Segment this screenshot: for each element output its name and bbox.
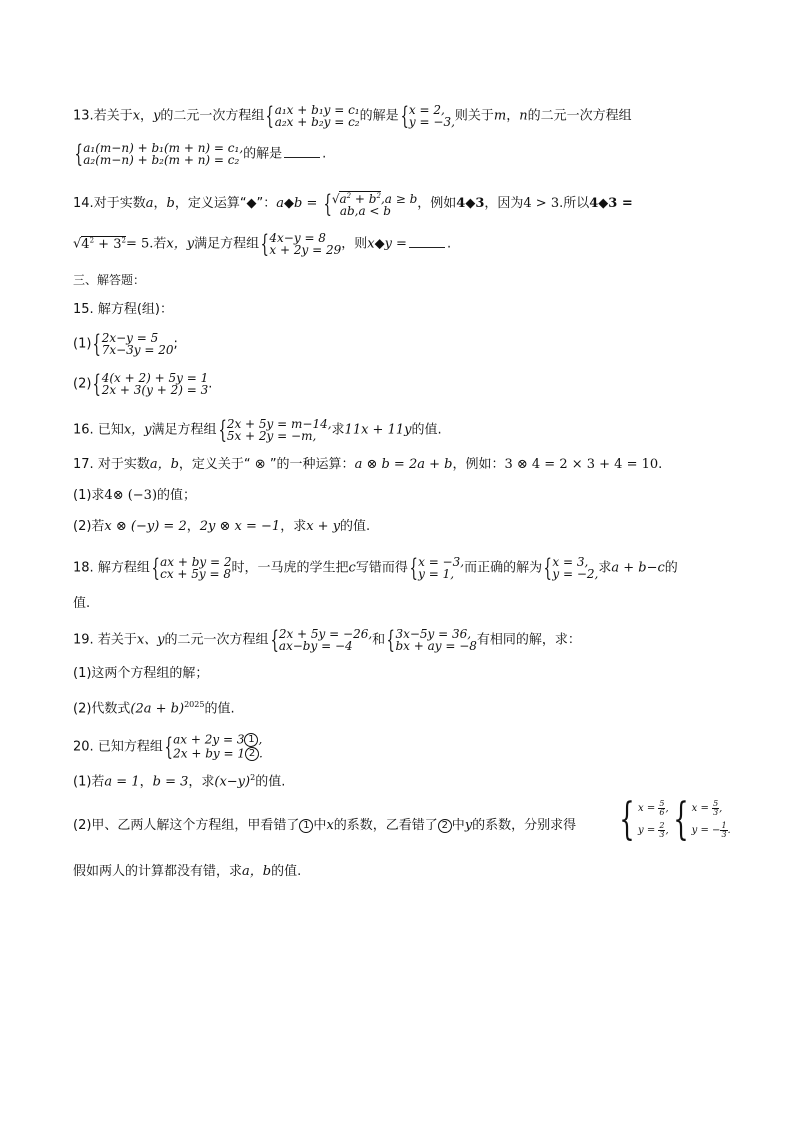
q15-part1: (1) { 2x−y = 5 7x−3y = 20 ; (73, 330, 178, 358)
answer-blank[interactable] (409, 237, 445, 248)
circled-one-icon: 1 (299, 819, 313, 833)
q19-system2: { 3x−5y = 36, bx + ay = −8 (386, 626, 477, 654)
q14-line2: $√4^2 + 3^2= 5$.若x，y满足方程组 { 4x−y = 8 x + 2y = 29 ，则x◆y = . (73, 230, 452, 258)
circled-two-icon: 2 (438, 819, 452, 833)
q14-line1: 14.对于实数a，b，定义运算“◆”：a◆b = { $√a^2 + b^2,a \ge b$ ab,a < b ，例如4◆3，因为4 > 3.所以4◆3 = (73, 189, 633, 218)
q15-system2: { 4(x + 2) + 5y = 1 2x + 3(y + 2) = 3 (92, 370, 209, 398)
q15-part2: (2) { 4(x + 2) + 5y = 1 2x + 3(y + 2) = 3 . (73, 370, 213, 398)
q16-system: { 2x + 5y = m−14, 5x + 2y = −m, (217, 416, 332, 444)
q18-system: { ax + by = 2 cx + 5y = 8 (151, 554, 232, 582)
q15-title: 15. 解方程(组)： (73, 302, 173, 317)
q18-right-solution: { x = 3, y = −2, (543, 554, 599, 582)
q13-system1: { a₁x + b₁y = c₁ a₂x + b₂y = c₂ (265, 102, 360, 130)
q20-system: { ax + 2y = 3 1 , 2x + by = 1 2 . (164, 732, 263, 761)
answer-blank[interactable] (284, 147, 320, 158)
q13-line2: { a₁(m−n) + b₁(m + n) = c₁, a₂(m−n) + b₂(m + n) = c₂ 的解是 . (74, 140, 327, 168)
q13-line1: 13.若关于x，y的二元一次方程组 { a₁x + b₁y = c₁ a₂x + b₂y = c₂ 的解是 { x = 2, y = −3, 则关于m，n的二元一次方程组 (73, 102, 632, 130)
circled-one-icon: 1 (244, 733, 258, 747)
q13-system2: { a₁(m−n) + b₁(m + n) = c₁, a₂(m−n) + b₂(m + n) = c₂ (74, 140, 244, 168)
circled-two-icon: 2 (245, 747, 259, 761)
q16-line: 16. 已知x，y满足方程组 { 2x + 5y = m−14, 5x + 2y = −m, 求11x + 11y的值. (73, 416, 442, 444)
q20-part1: (1)若a = 1，b = 3，求$(x-y)^2$的值. (73, 773, 286, 790)
q20-last-line: 假如两人的计算都没有错，求a，b的值. (73, 864, 302, 879)
q14-piecewise: { $√a^2 + b^2,a \ge b$ ab,a < b (322, 189, 418, 218)
q14-number: 14. (73, 196, 94, 211)
q14-system: { 4x−y = 8 x + 2y = 29 (260, 230, 342, 258)
q14-sqrt-example: $√4^2 + 3^2$ (73, 236, 126, 252)
q18-line2: 值. (73, 596, 91, 611)
q19-system1: { 2x + 5y = −26, ax−by = −4 (269, 626, 373, 654)
q18-wrong-solution: { x = −3, y = 1, (409, 554, 465, 582)
q19-part2: (2)代数式$(2a + b)^{2025}$的值. (73, 700, 235, 717)
q17-line: 17. 对于实数a，b，定义关于“ ⊗ ”的一种运算：a ⊗ b = 2a + b，例如：3 ⊗ 4 = 2 × 3 + 4 = 10. (73, 457, 663, 472)
q18-line1: 18. 解方程组 { ax + by = 2 cx + 5y = 8 时，一马虎的学生把c写错而得 { x = −3, y = 1, 而正确的解为 { x = 3, y = −2, 求a + b−c的 (73, 554, 678, 582)
section-heading: 三、解答题： (73, 273, 146, 287)
q17-part1: (1)求4⊗ (−3)的值； (73, 488, 197, 503)
q17-part2: (2)若x ⊗ (−y) = 2，2y ⊗ x = −1，求x + y的值. (73, 519, 371, 534)
q19-part1: (1)这两个方程组的解； (73, 666, 209, 681)
q15-system1: { 2x−y = 5 7x−3y = 20 (92, 330, 174, 358)
q20-part2: (2)甲、乙两人解这个方程组，甲看错了 1 中x的系数，乙看错了 2 中y的系数，分别求得 (73, 818, 577, 833)
q13-number: 13. (73, 108, 94, 124)
q13-solution: { x = 2, y = −3, (400, 102, 455, 130)
q20-line: 20. 已知方程组 { ax + 2y = 3 1 , 2x + by = 1 2 . (73, 732, 263, 761)
q20-solutions: { x = $\frac{5}{6}$ , y = $\frac{2}{3}$ , { x = $\frac{5}{3}$ , y = − $\frac{1}{3}$ . (619, 794, 731, 845)
q19-line: 19. 若关于x、y的二元一次方程组 { 2x + 5y = −26, ax−by = −4 和 { 3x−5y = 36, bx + ay = −8 有相同的解，求： (73, 626, 581, 654)
